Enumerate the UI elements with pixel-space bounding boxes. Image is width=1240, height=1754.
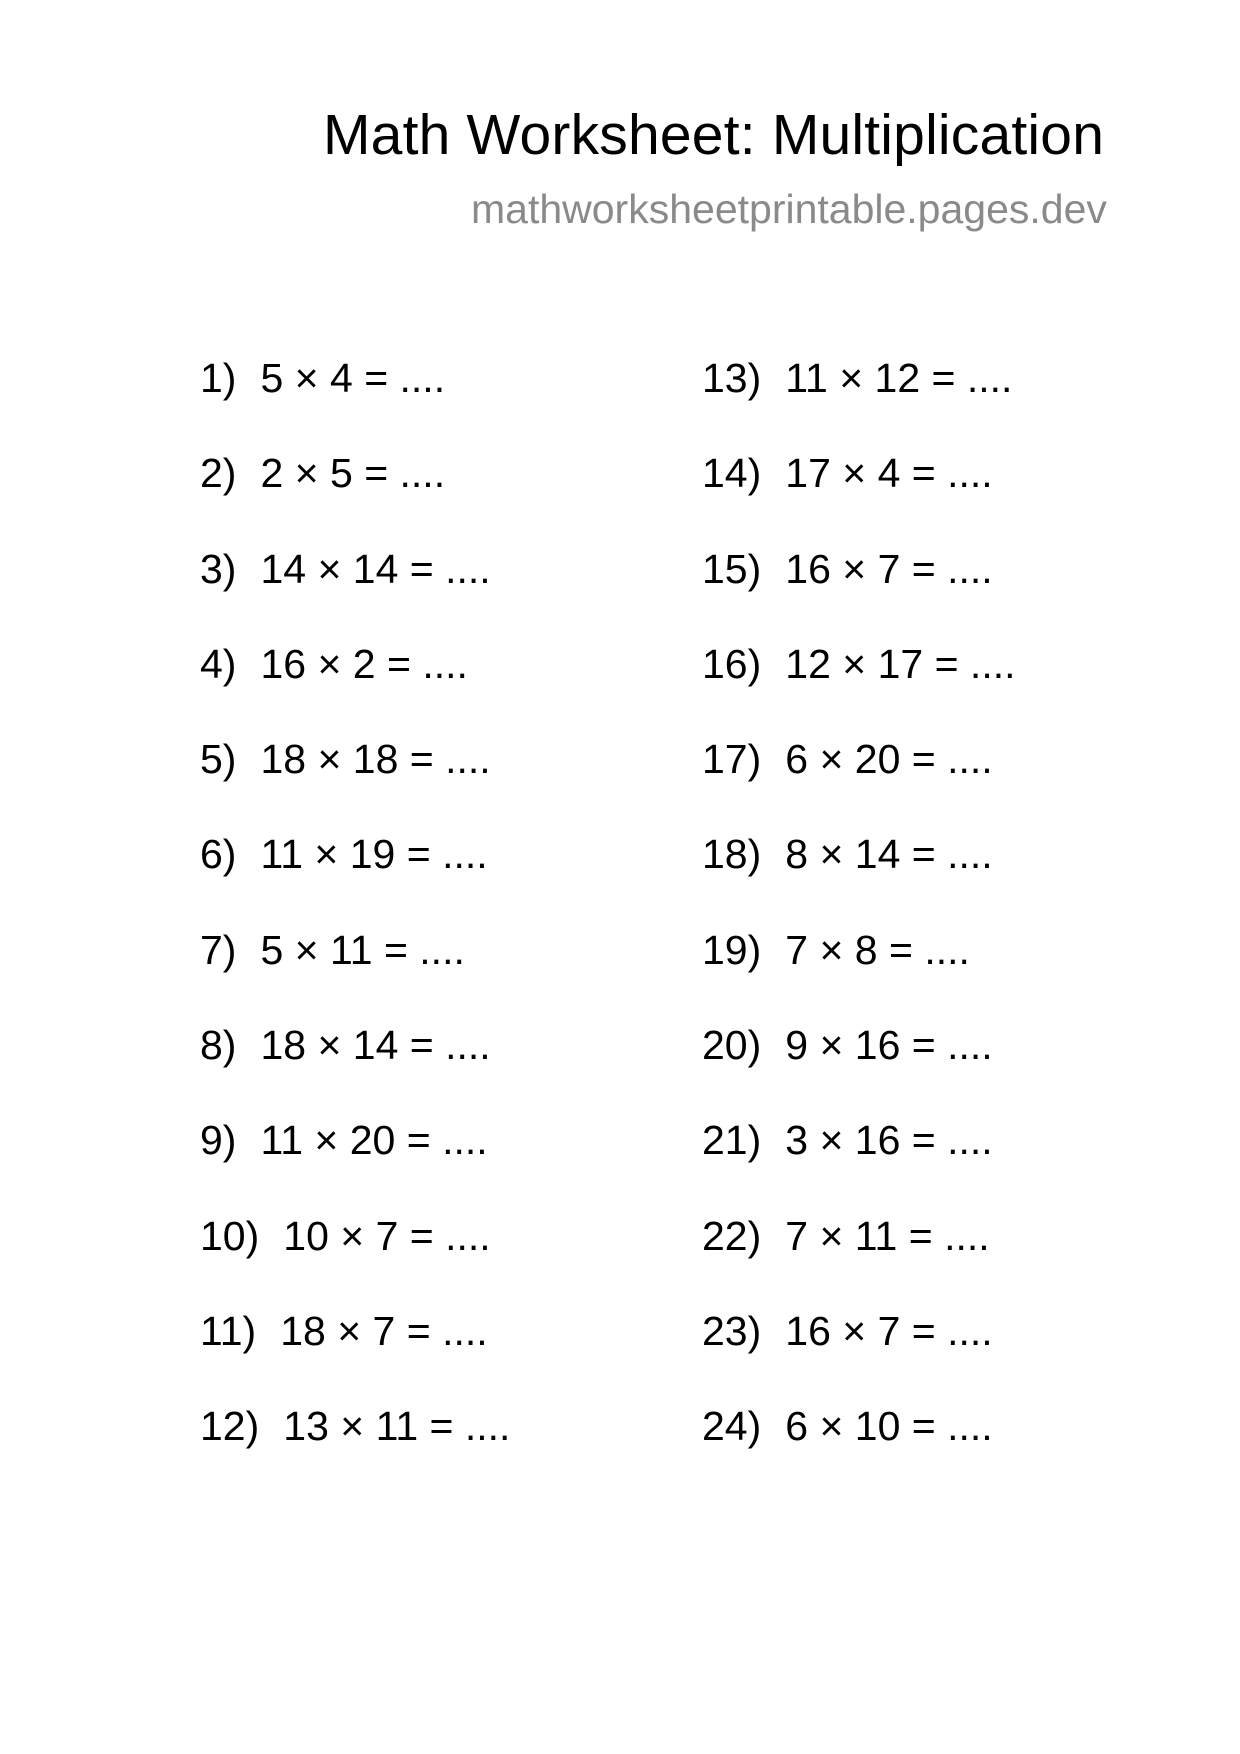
problem-number: 14): [702, 450, 762, 497]
problem-expression: 11 × 12 = ....: [785, 355, 1013, 401]
problem-number: 10): [200, 1212, 260, 1259]
problem-number: 23): [702, 1307, 762, 1354]
problem-number: 12): [200, 1403, 260, 1450]
problem-expression: 6 × 10 = ....: [785, 1403, 993, 1450]
problem-expression: 2 × 5 = ....: [260, 450, 446, 497]
problem-expression: 16 × 7 = ....: [785, 1307, 993, 1354]
page-title: Math Worksheet: Multiplication: [323, 103, 1105, 167]
problem-expression: 5 × 11 = ....: [260, 926, 465, 973]
problem-expression: 11 × 20 = ....: [260, 1117, 488, 1164]
problem-expression: 7 × 8 = ....: [785, 926, 970, 973]
problem-number: 9): [200, 1117, 237, 1164]
problem-number: 8): [200, 1022, 237, 1069]
problem-number: 17): [702, 736, 762, 783]
problem-expression: 18 × 18 = ....: [260, 736, 491, 783]
problem-number: 18): [702, 831, 762, 878]
problem-item: [702, 636, 1122, 731]
problem-item: [200, 1017, 620, 1112]
problem-item: [702, 445, 1122, 540]
problem-expression: 18 × 14 = ....: [260, 1022, 491, 1069]
problem-number: 19): [702, 926, 762, 973]
problem-expression: 3 × 16 = ....: [785, 1117, 993, 1164]
problem-expression: 5 × 4 = ....: [260, 355, 446, 401]
problem-number: 16): [702, 640, 762, 687]
problem-expression: 16 × 2 = ....: [260, 640, 468, 687]
problem-item: [702, 1398, 1122, 1493]
problem-item: [200, 826, 620, 921]
problem-expression: 11 × 19 = ....: [260, 831, 488, 878]
problem-item: [702, 1017, 1122, 1112]
problem-item: [200, 922, 620, 1017]
problem-number: 6): [200, 831, 237, 878]
problem-expression: 8 × 14 = ....: [785, 831, 993, 878]
problem-number: 22): [702, 1212, 762, 1259]
problem-number: 3): [200, 545, 237, 592]
problem-item: [702, 350, 1122, 445]
problem-item: [200, 636, 620, 731]
problem-number: 15): [702, 545, 762, 592]
problem-item: [200, 1303, 620, 1398]
problem-item: [702, 1303, 1122, 1398]
problem-item: [200, 445, 620, 540]
problem-number: 24): [702, 1403, 762, 1450]
problem-item: [200, 350, 620, 445]
problem-item: [702, 731, 1122, 826]
problem-item: [200, 1112, 620, 1207]
problem-number: 4): [200, 640, 237, 687]
problem-item: [702, 826, 1122, 921]
problem-expression: 14 × 14 = ....: [260, 545, 491, 592]
problem-expression: 7 × 11 = ....: [785, 1212, 990, 1259]
problem-number: 13): [702, 355, 762, 401]
problem-column-right: [702, 350, 1122, 1494]
problem-item: [702, 541, 1122, 636]
problem-expression: 13 × 11 = ....: [283, 1403, 511, 1450]
problem-expression: 10 × 7 = ....: [283, 1212, 491, 1259]
problem-expression: 16 × 7 = ....: [785, 545, 993, 592]
problem-expression: 9 × 16 = ....: [785, 1022, 993, 1069]
problem-item: [200, 1398, 620, 1493]
problem-expression: 6 × 20 = ....: [785, 736, 993, 783]
problem-number: 2): [200, 450, 237, 497]
problem-number: 11): [200, 1307, 257, 1354]
problem-number: 21): [702, 1117, 762, 1164]
problem-number: 20): [702, 1022, 762, 1069]
problem-number: 5): [200, 736, 237, 783]
problem-item: [200, 541, 620, 636]
problem-number: 1): [200, 355, 237, 401]
problem-column-left: [200, 350, 620, 1494]
problem-number: 7): [200, 926, 237, 973]
problem-expression: 18 × 7 = ....: [280, 1307, 488, 1354]
problem-item: [200, 1208, 620, 1303]
problem-expression: 12 × 17 = ....: [785, 640, 1016, 687]
problem-item: [702, 922, 1122, 1017]
problem-item: [200, 731, 620, 826]
source-url: mathworksheetprintable.pages.dev: [471, 186, 1107, 232]
problem-item: [702, 1112, 1122, 1207]
problem-expression: 17 × 4 = ....: [785, 450, 993, 497]
problem-item: [702, 1208, 1122, 1303]
